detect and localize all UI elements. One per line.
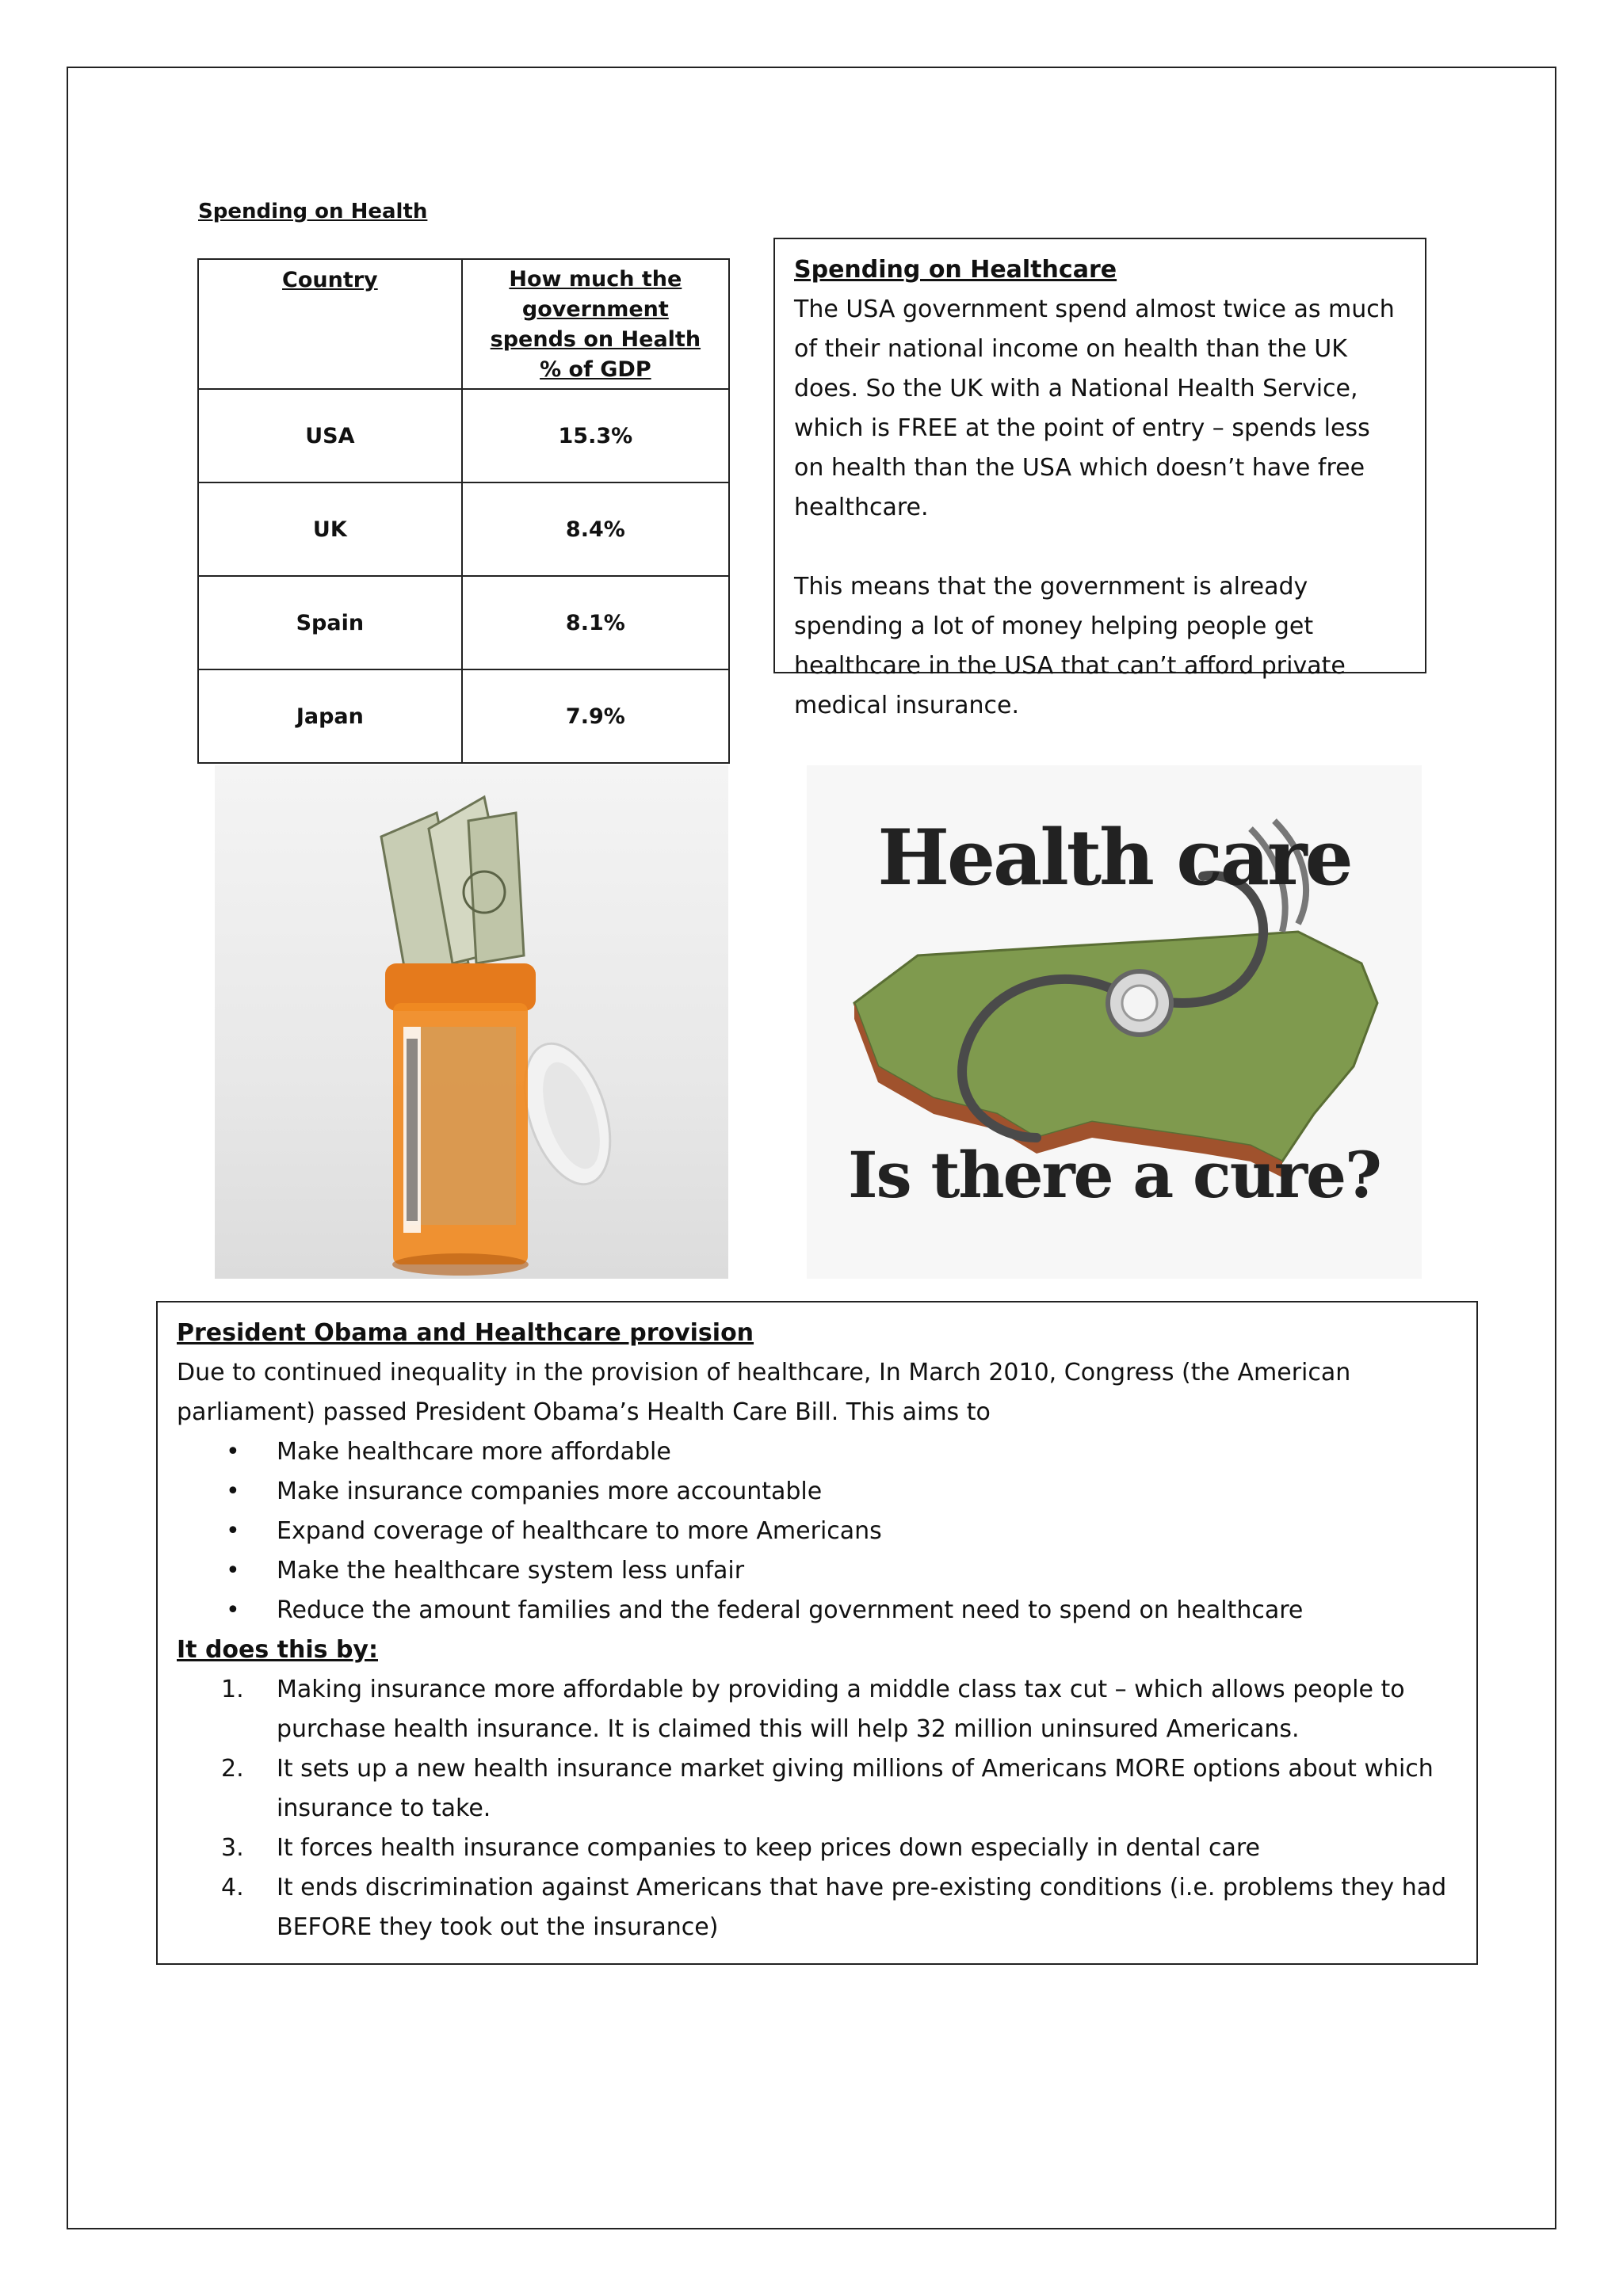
list-number: 4.	[221, 1874, 244, 1901]
methods-list	[177, 1670, 1457, 1947]
list-item	[221, 1749, 1457, 1829]
list-item	[221, 1868, 1457, 1947]
box-heading: Spending on Healthcare	[794, 256, 1117, 284]
table-row	[198, 482, 729, 576]
obama-healthcare-box	[156, 1301, 1478, 1965]
list-number: 2.	[221, 1755, 244, 1783]
list-number: 3.	[221, 1834, 244, 1862]
list-text: It sets up a new health insurance market giving millions of Americans MORE options about which insurance to take.	[277, 1755, 1434, 1822]
list-item	[221, 1829, 1457, 1868]
table-row	[198, 669, 729, 763]
list-text: Making insurance more affordable by providing a middle class tax cut – which allows people to purchase health insurance. It is claimed this will help 32 million uninsured Americans.	[277, 1676, 1405, 1743]
box-paragraph: This means that the government is already spending a lot of money helping people get healthcare in the USA that can’t afford private medical insurance.	[794, 573, 1346, 719]
list-text: It ends discrimination against Americans that have pre-existing conditions (i.e. problems they had BEFORE they took out the insurance)	[277, 1874, 1447, 1941]
cell-country: Japan	[198, 669, 462, 763]
list-item: • Expand coverage of healthcare to more Americans	[277, 1512, 1457, 1551]
cell-value: 15.3%	[462, 389, 729, 482]
header-spend: How much the government spends on Health % of GDP	[462, 259, 729, 389]
list-item: • Make insurance companies more accountable	[277, 1472, 1457, 1512]
box-paragraph: The USA government spend almost twice as much of their national income on health than the UK does. So the UK with a National Health Service, which is FREE at the point of entry – spends less on health than the USA which doesn’t have free healthcare.	[794, 296, 1395, 521]
healthcare-spending-box	[773, 238, 1426, 719]
cell-value: 8.4%	[462, 482, 729, 576]
list-item	[221, 1670, 1457, 1749]
header-country: Country	[198, 259, 462, 389]
list-text: It forces health insurance companies to keep prices down especially in dental care	[277, 1834, 1260, 1862]
list-number: 1.	[221, 1676, 244, 1703]
table-row	[198, 389, 729, 482]
box-heading: President Obama and Healthcare provision	[177, 1319, 754, 1347]
list-item: • Reduce the amount families and the federal government need to spend on healthcare	[277, 1591, 1457, 1630]
cell-country: USA	[198, 389, 462, 482]
list-item: • Make healthcare more affordable	[277, 1432, 1457, 1472]
table-caption: Spending on Health	[198, 200, 428, 223]
money-pill-bottle-image	[215, 765, 728, 1279]
cell-value: 8.1%	[462, 576, 729, 669]
health-care-map-image	[807, 765, 1422, 1279]
cell-value: 7.9%	[462, 669, 729, 763]
table-header-row	[198, 259, 729, 389]
pill-bottle-illustration	[215, 765, 728, 1279]
list-item: • Make the healthcare system less unfair	[277, 1551, 1457, 1591]
box-intro: Due to continued inequality in the provision of healthcare, In March 2010, Congress (the American parliament) passed President Obama’s Health Care Bill. This aims to	[177, 1359, 1351, 1426]
aims-list	[177, 1432, 1457, 1630]
cell-country: Spain	[198, 576, 462, 669]
health-care-title: Health care	[877, 813, 1351, 902]
methods-heading: It does this by:	[177, 1636, 378, 1664]
cell-country: UK	[198, 482, 462, 576]
table-row	[198, 576, 729, 669]
spending-table	[197, 258, 730, 764]
health-care-subtitle: Is there a cure?	[848, 1138, 1381, 1212]
